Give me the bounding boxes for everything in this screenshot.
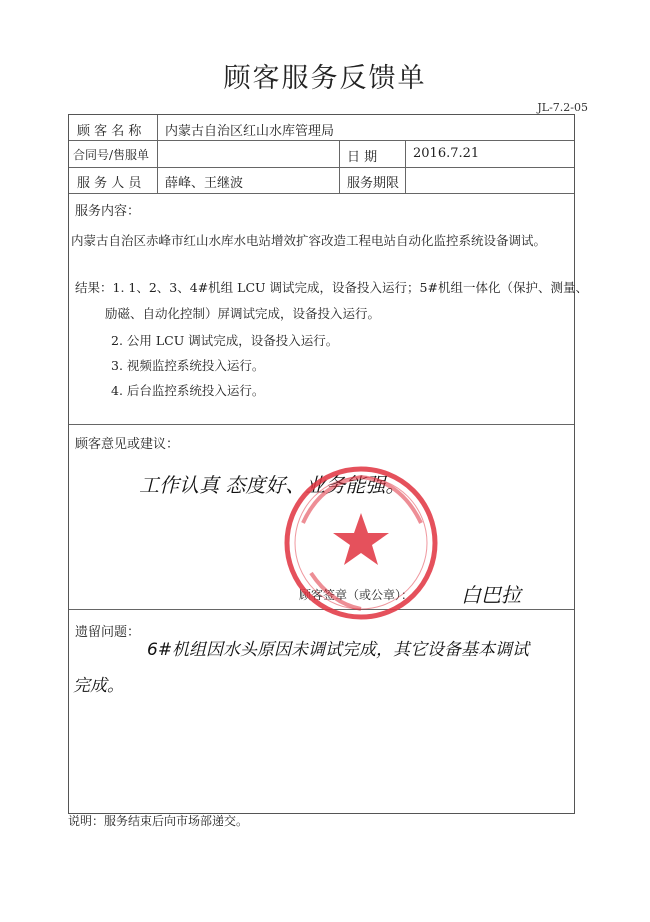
row-divider [69, 424, 574, 425]
row-divider [69, 167, 574, 168]
handwritten-opinion: 工作认真 态度好、业务能强。 [139, 473, 406, 497]
result-line-4: 4. 后台监控系统投入运行。 [111, 383, 265, 398]
customer-opinion-label: 顾客意见或建议： [75, 437, 180, 452]
date-label: 日 期 [347, 150, 378, 165]
service-staff-value: 薛峰、王继波 [165, 176, 244, 191]
handwritten-issues-line-1: 6#机组因水头原因未调试完成，其它设备基本调试 [147, 640, 530, 660]
result-line-1: 结果：1. 1、2、3、4#机组 LCU 调试完成，设备投入运行；5#机组一体化（保护、测量、 [75, 280, 588, 295]
page-title: 顾客服务反馈单 [223, 63, 427, 94]
service-period-label: 服务期限 [347, 176, 400, 191]
handwritten-issues-line-2: 完成。 [73, 676, 124, 696]
date-value: 2016.7.21 [413, 146, 480, 161]
row-divider [69, 193, 574, 194]
column-divider [157, 115, 158, 193]
service-content-label: 服务内容： [75, 204, 141, 219]
remaining-issues-label: 遗留问题： [75, 625, 141, 640]
result-line-3: 3. 视频监控系统投入运行。 [111, 358, 265, 373]
contract-number-label: 合同号/售服单 [73, 148, 150, 162]
row-divider [69, 140, 574, 141]
customer-name-label: 顾 客 名 称 [77, 124, 142, 139]
customer-name-value: 内蒙古自治区红山水库管理局 [165, 124, 335, 139]
footer-note: 说明：服务结束后向市场部递交。 [68, 814, 249, 828]
result-line-1b: 励磁、自动化控制）屏调试完成，设备投入运行。 [105, 306, 381, 321]
service-staff-label: 服 务 人 员 [77, 176, 142, 191]
result-line-2: 2. 公用 LCU 调试完成，设备投入运行。 [111, 333, 339, 348]
column-divider [405, 140, 406, 193]
official-seal-stamp [281, 463, 441, 623]
customer-signature-label: 顾客签章（或公章）： [299, 588, 414, 602]
document-number: JL-7.2-05 [537, 101, 588, 114]
column-divider [339, 140, 340, 193]
customer-signature: 白巴拉 [461, 583, 521, 607]
service-content-text: 内蒙古自治区赤峰市红山水库水电站增效扩容改造工程电站自动化监控系统设备调试。 [71, 233, 547, 248]
